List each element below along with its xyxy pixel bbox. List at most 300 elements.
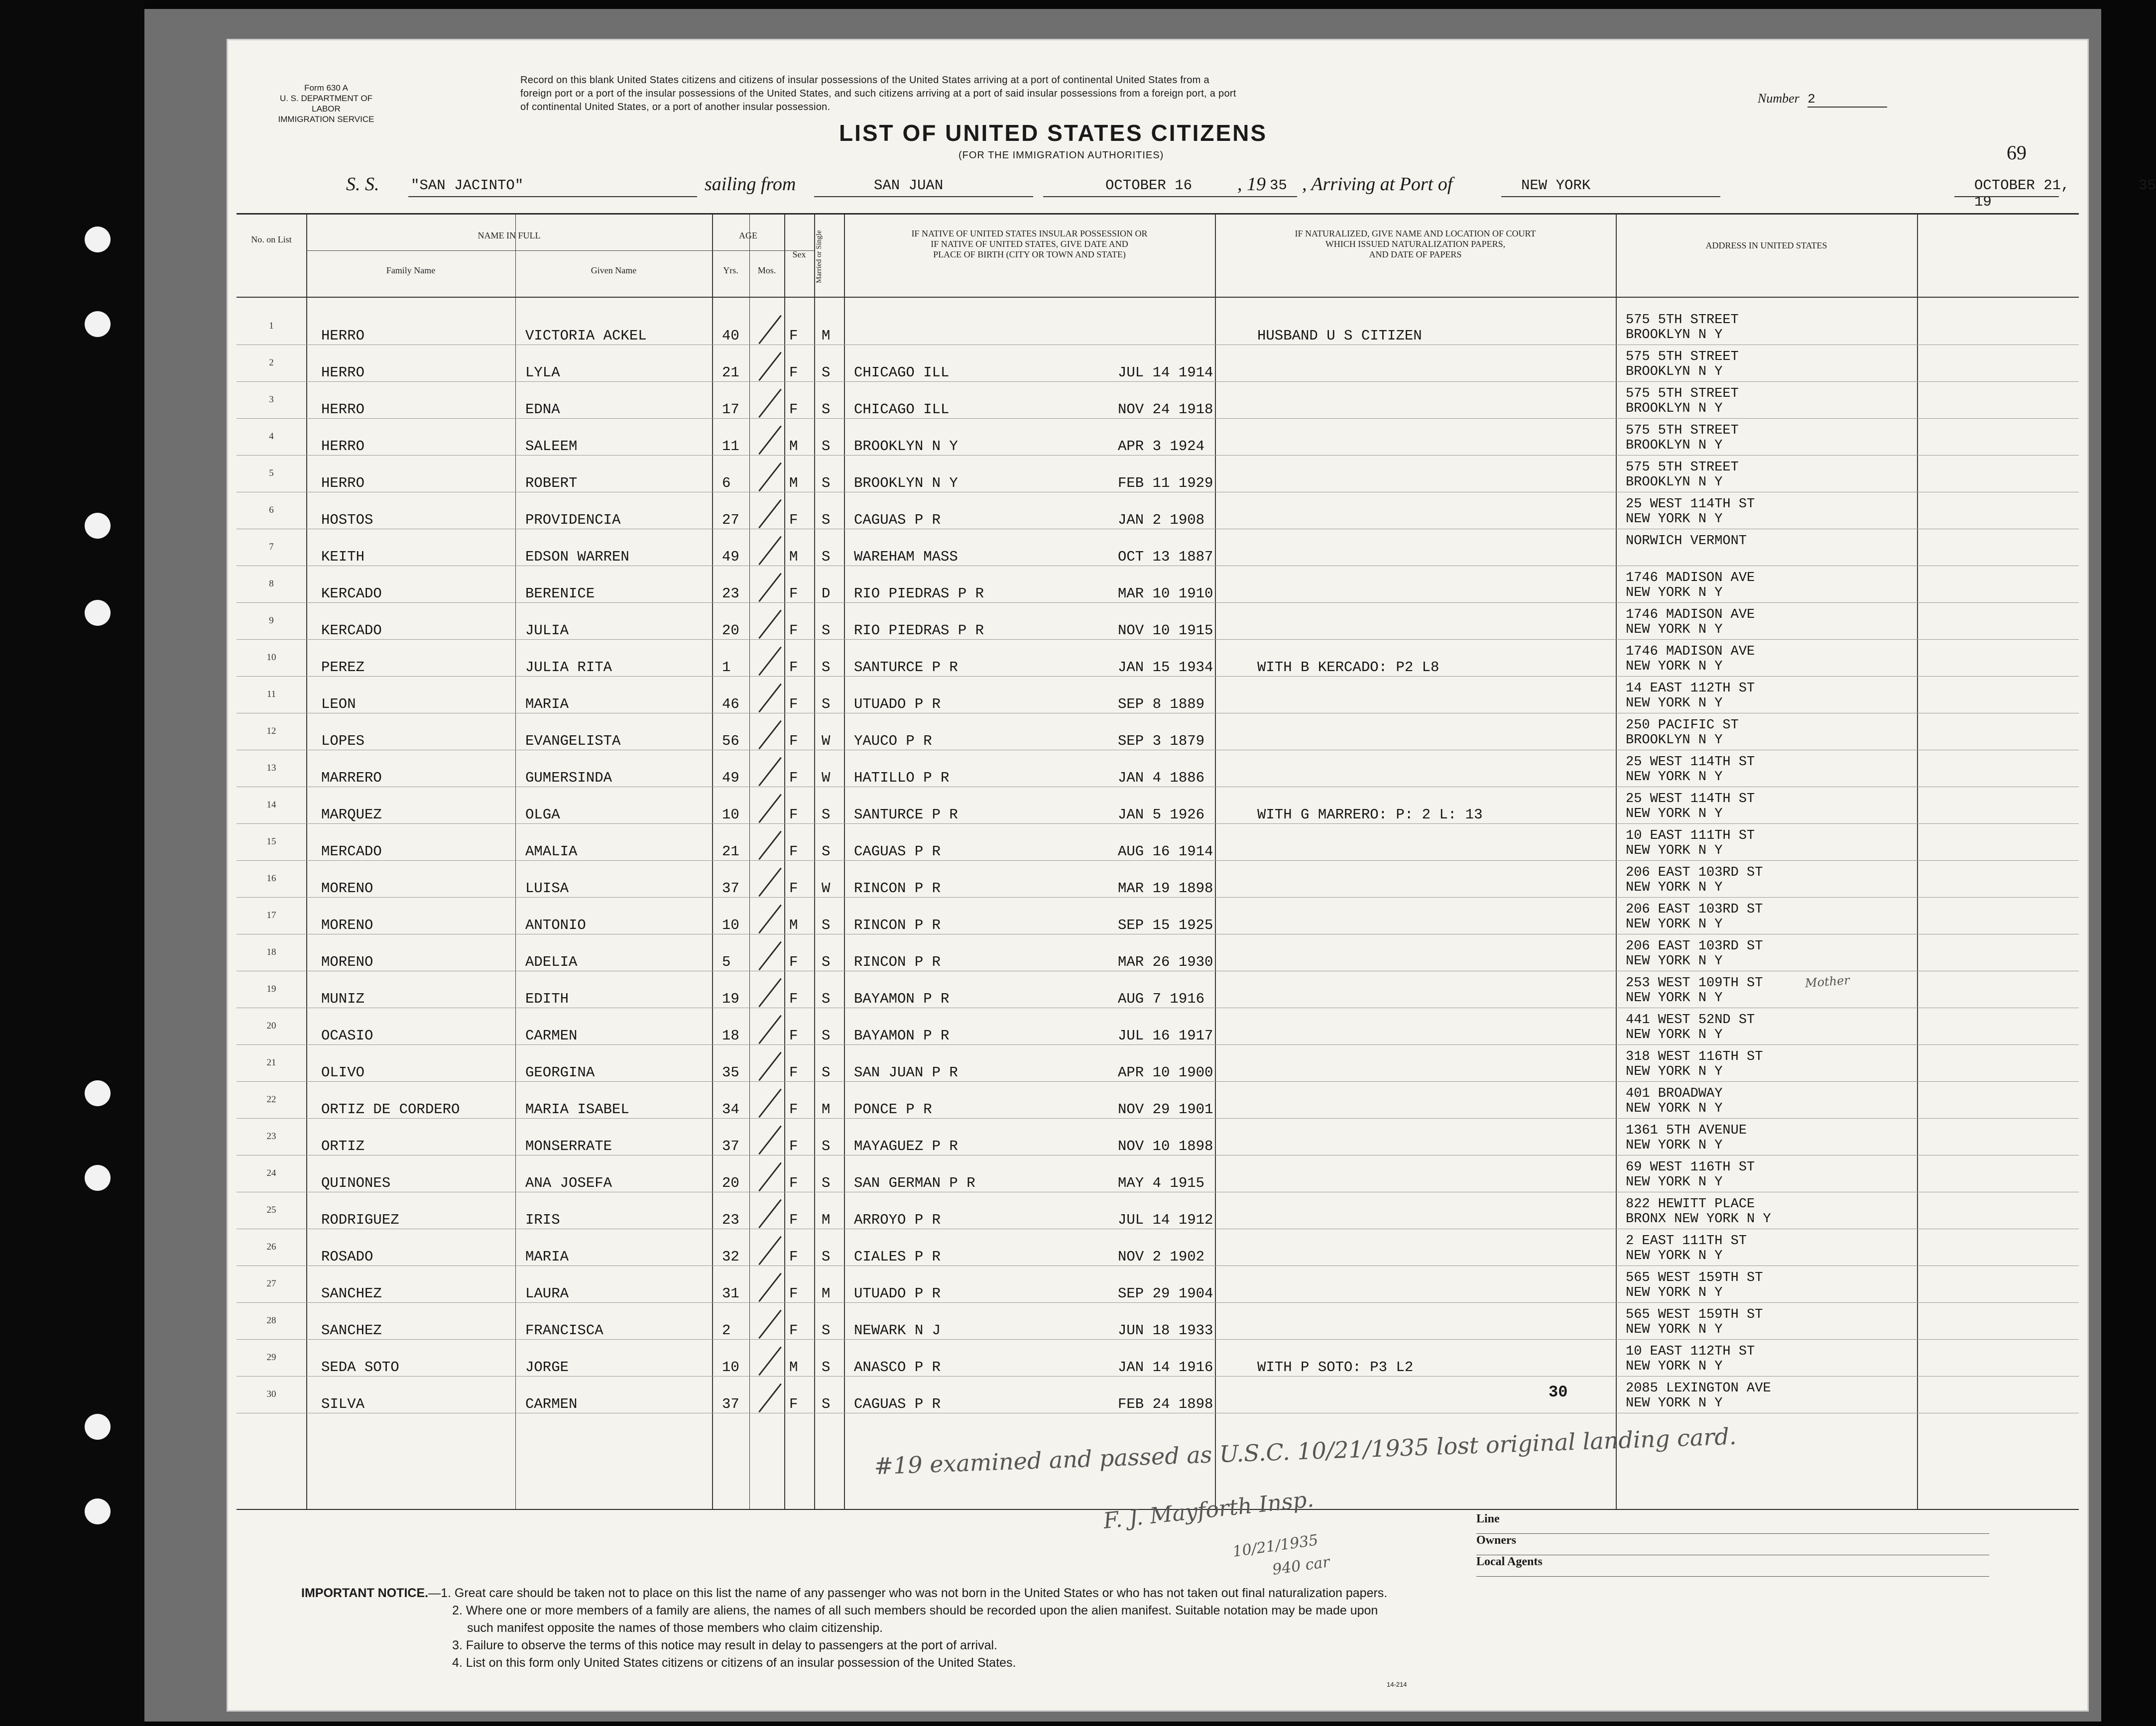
cell-no: 18 [266,947,276,957]
cell-sex: M [789,917,798,933]
header-naturalized [1215,229,1616,260]
cell-place: BROOKLYN N Y [854,438,958,455]
notice-heading: IMPORTANT NOTICE. [301,1586,429,1600]
cell-no: 17 [266,910,276,921]
cell-ms: S [822,401,831,418]
cell-age: 11 [722,438,739,455]
table-row [237,644,2079,685]
cell-no: 23 [266,1131,276,1142]
cell-sex: F [789,1175,798,1191]
check-mark [758,315,782,345]
table-row [237,1086,2079,1127]
cell-given: JORGE [525,1359,569,1376]
cell-ms: W [822,733,831,749]
agents-field [1476,1555,1989,1577]
cell-ms: S [822,917,831,933]
cell-sex: F [789,733,798,749]
form-id-block [266,83,386,124]
cell-addr2: NEW YORK N Y [1626,1285,1723,1300]
cell-no: 16 [266,873,276,884]
cell-given: EDNA [525,401,560,418]
cell-given: FRANCISCA [525,1322,603,1339]
cell-addr2: NEW YORK N Y [1626,659,1723,674]
cell-ms: S [822,843,831,860]
cell-addr1: 401 BROADWAY [1626,1086,1723,1101]
line-label: Line [1476,1512,1500,1525]
cell-date: JUL 16 1917 [1118,1028,1213,1044]
table-row [237,1234,2079,1274]
header-family-name: Family Name [386,265,436,275]
cell-family: OCASIO [321,1028,373,1044]
table-row [237,718,2079,759]
cell-place: SANTURCE P R [854,806,958,823]
table-row [237,1344,2079,1385]
cell-no: 2 [269,357,274,368]
cell-place: HATILLO P R [854,770,950,786]
cell-date: JAN 5 1926 [1118,806,1205,823]
cell-age: 10 [722,1359,739,1376]
cell-addr1: 253 WEST 109TH ST [1626,976,1763,991]
table-row [237,681,2079,722]
arrival-port: NEW YORK [1521,177,1591,194]
cell-date: APR 10 1900 [1118,1064,1213,1081]
check-mark [758,941,782,971]
binder-hole [85,227,111,252]
cell-family: HERRO [321,438,365,455]
cell-given: IRIS [525,1212,560,1228]
check-mark [758,462,782,492]
table-row [237,1049,2079,1090]
cell-place: UTUADO P R [854,1285,941,1302]
cell-given: SALEEM [525,438,578,455]
sailing-year: 35 [1270,177,1287,194]
cell-place: ANASCO P R [854,1359,941,1376]
cell-family: MARQUEZ [321,806,382,823]
cell-date: JAN 4 1886 [1118,770,1205,786]
cell-addr1: 250 PACIFIC ST [1626,718,1739,733]
cell-ms: S [822,549,831,565]
cell-age: 20 [722,622,739,639]
table-row [237,386,2079,427]
cell-family: ORTIZ DE CORDERO [321,1101,460,1118]
header-nat-line: WHICH ISSUED NATURALIZATION PAPERS, [1325,239,1506,249]
cell-place: SAN GERMAN P R [854,1175,975,1191]
cell-no: 6 [269,505,274,515]
check-mark [758,720,782,750]
cell-age: 35 [722,1064,739,1081]
cell-addr2: NEW YORK N Y [1626,512,1723,527]
cell-family: HERRO [321,475,365,491]
page-number: 69 [2007,141,2027,164]
page-title: LIST OF UNITED STATES CITIZENS [839,120,1268,146]
cell-no: 12 [266,726,276,736]
cell-nat: WITH P SOTO: P3 L2 [1257,1359,1414,1376]
cell-age: 40 [722,328,739,344]
cell-ms: S [822,438,831,455]
cell-ms: S [822,622,831,639]
cell-addr2: NEW YORK N Y [1626,991,1723,1006]
manifest-page [227,39,2156,1712]
cell-date: AUG 16 1914 [1118,843,1213,860]
cell-ms: M [822,1285,831,1302]
ship-underline [408,196,697,197]
cell-age: 21 [722,843,739,860]
cell-date: APR 3 1924 [1118,438,1205,455]
cell-addr2: BROOKLYN N Y [1626,401,1723,416]
line-field [1476,1512,1989,1534]
cell-family: MERCADO [321,843,382,860]
cell-date: JUN 18 1933 [1118,1322,1213,1339]
header-mos: Mos. [757,265,776,275]
cell-ms: M [822,1101,831,1118]
cell-place: WAREHAM MASS [854,549,958,565]
cell-place: RINCON P R [854,917,941,933]
cell-family: SANCHEZ [321,1322,382,1339]
cell-family: RODRIGUEZ [321,1212,399,1228]
cell-addr1: 575 5TH STREET [1626,313,1739,328]
table-row [237,571,2079,611]
cell-ms: S [822,1396,831,1412]
cell-ms: S [822,1175,831,1191]
cell-addr2: NEW YORK N Y [1626,1028,1723,1042]
check-mark [758,426,782,455]
header-birth-line: IF NATIVE OF UNITED STATES, GIVE DATE AND [931,239,1128,249]
cell-addr1: 206 EAST 103RD ST [1626,902,1763,917]
cell-no: 21 [266,1057,276,1068]
owners-field [1476,1534,1989,1555]
manifest-table [237,213,2079,1510]
cell-addr1: 25 WEST 114TH ST [1626,497,1755,512]
cell-place: RINCON P R [854,954,941,970]
table-row [237,1013,2079,1053]
arriving-label: , Arriving at Port of [1302,174,1453,195]
cell-addr2: NEW YORK N Y [1626,917,1723,932]
cell-ms: S [822,1138,831,1154]
cell-date: MAR 19 1898 [1118,880,1213,897]
table-row [237,1270,2079,1311]
cell-sex: F [789,1212,798,1228]
cell-age: 37 [722,880,739,897]
cell-sex: F [789,806,798,823]
cell-age: 27 [722,512,739,528]
table-row [237,1307,2079,1348]
cell-age: 21 [722,364,739,381]
cell-addr1: 822 HEWITT PLACE [1626,1197,1755,1212]
table-row [237,939,2079,980]
cell-place: PONCE P R [854,1101,932,1118]
table-row [237,497,2079,538]
cell-family: HERRO [321,401,365,418]
cell-age: 49 [722,549,739,565]
cell-addr2: NEW YORK N Y [1626,1359,1723,1374]
cell-age: 46 [722,696,739,712]
cell-given: ROBERT [525,475,578,491]
check-mark [758,905,782,934]
cell-sex: F [789,991,798,1007]
check-mark [758,757,782,787]
binder-hole [85,1080,111,1106]
cell-given: LYLA [525,364,560,381]
cell-place: UTUADO P R [854,696,941,712]
cell-family: KEITH [321,549,365,565]
cell-ms: S [822,364,831,381]
cell-place: SAN JUAN P R [854,1064,958,1081]
cell-addr2: NEW YORK N Y [1626,1396,1723,1411]
check-mark [758,1199,782,1229]
cell-sex: F [789,659,798,676]
cell-sex: F [789,328,798,344]
header-address: ADDRESS IN UNITED STATES [1705,240,1827,250]
cell-addr2: BRONX NEW YORK N Y [1626,1212,1771,1227]
instruction-line: foreign port or a port of the insular possessions of the United States, and such citizens arriving at a port of said insular possessions from a foreign port, a port [520,88,1236,99]
cell-addr2: BROOKLYN N Y [1626,364,1723,379]
cell-family: MUNIZ [321,991,365,1007]
cell-date: JAN 15 1934 [1118,659,1213,676]
cell-addr1: NORWICH VERMONT [1626,534,1747,549]
cell-sex: F [789,696,798,712]
header-age: AGE [739,230,757,240]
cell-given: JULIA RITA [525,659,612,676]
cell-no: 30 [266,1389,276,1399]
page-subtitle: (FOR THE IMMIGRATION AUTHORITIES) [958,150,1164,161]
cell-age: 23 [722,1212,739,1228]
cell-date: JUL 14 1912 [1118,1212,1213,1228]
cell-family: HOSTOS [321,512,373,528]
cell-family: ORTIZ [321,1138,365,1154]
notice-text: 2. Where one or more members of a family are aliens, the names of all such members should be recorded upon the alien manifest. Suitable notation may be made upon [452,1604,1378,1617]
cell-ms: S [822,806,831,823]
check-mark [758,536,782,566]
cell-ms: S [822,659,831,676]
cell-place: CAGUAS P R [854,512,941,528]
cell-place: RIO PIEDRAS P R [854,585,984,602]
sailing-year-label: , 19 [1237,174,1266,195]
header-sex: Sex [792,249,806,259]
check-mark [758,794,782,823]
cell-ms: M [822,1212,831,1228]
check-mark [758,1273,782,1302]
agents-label: Local Agents [1476,1555,1543,1568]
cell-sex: M [789,549,798,565]
cell-given: CARMEN [525,1396,578,1412]
cell-sex: F [789,843,798,860]
cell-date: JAN 2 1908 [1118,512,1205,528]
cell-age: 5 [722,954,731,970]
table-row [237,313,2079,353]
binder-hole [85,311,111,337]
cell-addr2: NEW YORK N Y [1626,1138,1723,1153]
instruction-line: of continental United States, or a port of another insular possession. [520,102,831,113]
cell-date: NOV 2 1902 [1118,1249,1205,1265]
binder-hole [85,600,111,626]
cell-addr2: NEW YORK N Y [1626,1249,1723,1264]
cell-given: GEORGINA [525,1064,595,1081]
number-value: 2 [1807,92,1887,108]
cell-place: BAYAMON P R [854,1028,950,1044]
cell-given: ANTONIO [525,917,586,933]
cell-given: BERENICE [525,585,595,602]
cell-place: YAUCO P R [854,733,932,749]
handwritten-extra: 940 car [1271,1553,1331,1579]
ship-name: "SAN JACINTO" [411,177,524,194]
table-row [237,607,2079,648]
cell-place: CHICAGO ILL [854,364,950,381]
cell-age: 37 [722,1396,739,1412]
table-row [237,1160,2079,1201]
cell-addr1: 565 WEST 159TH ST [1626,1270,1763,1285]
number-field [1758,91,1887,108]
cell-no: 22 [266,1094,276,1105]
cell-sex: F [789,1249,798,1265]
cell-age: 20 [722,1175,739,1191]
header-birth-line: PLACE OF BIRTH (CITY OR TOWN AND STATE) [933,249,1126,259]
cell-age: 2 [722,1322,731,1339]
cell-sex: F [789,1138,798,1154]
cell-addr1: 25 WEST 114TH ST [1626,792,1755,806]
cell-addr2: NEW YORK N Y [1626,1064,1723,1079]
arrival-date: OCTOBER 21, 19 [1974,177,2070,210]
sailing-date: OCTOBER 16 [1105,177,1193,194]
cell-ms: S [822,696,831,712]
notice-text: such manifest opposite the names of those members who claim citizenship. [467,1621,883,1635]
cell-age: 17 [722,401,739,418]
handwritten-date: 10/21/1935 [1231,1531,1319,1561]
cell-addr1: 2 EAST 111TH ST [1626,1234,1747,1249]
cell-age: 37 [722,1138,739,1154]
arrival-underline [1501,196,1720,197]
cell-age: 23 [722,585,739,602]
form-number: Form 630 A [304,83,348,93]
cell-family: MORENO [321,917,373,933]
cell-age: 34 [722,1101,739,1118]
header-birth-line: IF NATIVE OF UNITED STATES INSULAR POSSESSION OR [911,229,1148,238]
cell-ms: S [822,475,831,491]
cell-family: SILVA [321,1396,365,1412]
cell-addr1: 575 5TH STREET [1626,386,1739,401]
important-notice [301,1585,2019,1672]
table-row [237,828,2079,869]
cell-given: ADELIA [525,954,578,970]
cell-age: 31 [722,1285,739,1302]
cell-addr1: 1746 MADISON AVE [1626,644,1755,659]
cell-place: RIO PIEDRAS P R [854,622,984,639]
cell-age: 49 [722,770,739,786]
cell-no: 3 [269,394,274,405]
cell-sex: F [789,1322,798,1339]
cell-age: 18 [722,1028,739,1044]
header-married-single: Married or Single [815,230,823,284]
cell-sex: F [789,1396,798,1412]
cell-nat: WITH G MARRERO: P: 2 L: 13 [1257,806,1483,823]
cell-family: ROSADO [321,1249,373,1265]
cell-addr1: 10 EAST 111TH ST [1626,828,1755,843]
header-nat-line: IF NATURALIZED, GIVE NAME AND LOCATION OF COURT [1295,229,1536,238]
cell-sex: F [789,1064,798,1081]
cell-ms: S [822,954,831,970]
cell-addr1: 10 EAST 112TH ST [1626,1344,1755,1359]
table-row [237,792,2079,832]
cell-addr2: NEW YORK N Y [1626,843,1723,858]
cell-sex: F [789,401,798,418]
check-mark [758,831,782,860]
binder-hole [85,1414,111,1440]
check-mark [758,499,782,529]
cell-place: SANTURCE P R [854,659,958,676]
form-service: IMMIGRATION SERVICE [278,115,374,124]
cell-no: 14 [266,800,276,810]
cell-no: 7 [269,542,274,552]
table-row [237,1381,2079,1422]
cell-sex: F [789,954,798,970]
cell-no: 24 [266,1168,276,1178]
cell-no: 13 [266,763,276,773]
cell-given: EDITH [525,991,569,1007]
check-mark [758,868,782,897]
cell-no: 29 [266,1352,276,1363]
handwritten-signature: F. J. Mayforth Insp. [1102,1486,1315,1534]
cell-date: NOV 10 1915 [1118,622,1213,639]
cell-addr2: NEW YORK N Y [1626,954,1723,969]
cell-place: ARROYO P R [854,1212,941,1228]
cell-addr2: NEW YORK N Y [1626,880,1723,895]
cell-addr2: NEW YORK N Y [1626,770,1723,785]
cell-addr2: BROOKLYN N Y [1626,328,1723,343]
cell-given: MARIA [525,696,569,712]
cell-ms: W [822,880,831,897]
cell-addr2: NEW YORK N Y [1626,1101,1723,1116]
cell-sex: F [789,770,798,786]
cell-no: 28 [266,1315,276,1326]
cell-addr1: 25 WEST 114TH ST [1626,755,1755,770]
cell-given: LUISA [525,880,569,897]
owners-label: Owners [1476,1534,1516,1547]
table-row [237,902,2079,943]
cell-given: ANA JOSEFA [525,1175,612,1191]
notice-text: 3. Failure to observe the terms of this notice may result in delay to passengers at the port of arrival. [452,1638,997,1652]
cell-age: 1 [722,659,731,676]
table-row [237,1197,2079,1238]
cell-date: MAY 4 1915 [1118,1175,1205,1191]
cell-ms: S [822,512,831,528]
cell-ms: S [822,1028,831,1044]
cell-date: OCT 13 1887 [1118,549,1213,565]
cell-place: RINCON P R [854,880,941,897]
cell-addr1: 575 5TH STREET [1626,460,1739,475]
cell-given: EVANGELISTA [525,733,621,749]
binder-hole [85,513,111,539]
cell-sex: F [789,512,798,528]
cell-given: MARIA ISABEL [525,1101,629,1118]
cell-ms: S [822,1359,831,1376]
check-mark [758,573,782,602]
cell-addr2: NEW YORK N Y [1626,1322,1723,1337]
header-given-name: Given Name [591,265,637,275]
cell-addr1: 1361 5TH AVENUE [1626,1123,1747,1138]
cell-age: 10 [722,806,739,823]
cell-addr1: 2085 LEXINGTON AVE [1626,1381,1771,1396]
cell-age: 32 [722,1249,739,1265]
cell-ms: D [822,585,831,602]
cell-place: NEWARK N J [854,1322,941,1339]
check-mark [758,1347,782,1376]
cell-given: CARMEN [525,1028,578,1044]
table-row [237,1123,2079,1164]
cell-ms: S [822,1322,831,1339]
cell-nat: HUSBAND U S CITIZEN [1257,328,1422,344]
cell-sex: F [789,1285,798,1302]
cell-no: 5 [269,468,274,478]
cell-given: AMALIA [525,843,578,860]
